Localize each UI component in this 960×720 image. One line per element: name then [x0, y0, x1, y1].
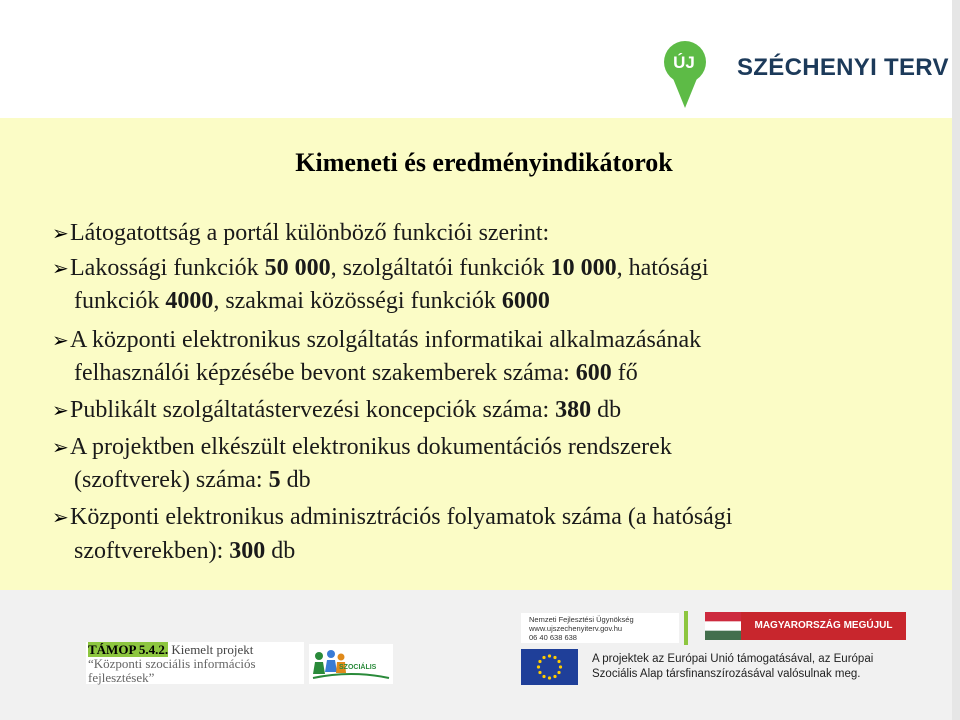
- eu-support-text: [592, 652, 910, 684]
- arrow-bullet-icon: ➢: [52, 507, 69, 529]
- szocialis-label: SZOCIÁLIS: [339, 664, 377, 671]
- tamop-quote-line2: fejlesztések”: [88, 670, 155, 685]
- indicator-value: 5: [268, 467, 281, 493]
- nfu-line1: Nemzeti Fejlesztési Ügynökség: [529, 615, 634, 624]
- bullet-item: [52, 253, 709, 284]
- text-segment: Publikált szolgáltatástervezési koncepciók száma:: [70, 397, 556, 423]
- text-segment: db: [280, 467, 311, 493]
- bullet-item: [52, 432, 672, 463]
- text-segment: db: [591, 397, 622, 423]
- nfu-logo: [521, 613, 679, 643]
- arrow-bullet-icon: ➢: [52, 437, 69, 459]
- eu-star-icon: [557, 660, 560, 663]
- eu-star-icon: [548, 654, 551, 657]
- indicator-value: 4000: [165, 288, 214, 314]
- text-segment: funkciók: [74, 288, 166, 314]
- arrow-bullet-icon: ➢: [52, 330, 69, 352]
- text-segment: szoftverekben):: [74, 538, 230, 564]
- bullet-item: [52, 395, 621, 426]
- bullet-continuation: [74, 536, 295, 566]
- text-segment: Látogatottság a portál különböző funkciói szerint:: [70, 220, 550, 246]
- logo-text: SZÉCHENYI TERV: [737, 54, 949, 81]
- magyarorszag-megujul-banner: MAGYARORSZÁG MEGÚJUL: [741, 612, 906, 640]
- eu-star-icon: [538, 660, 541, 663]
- indicator-value: 300: [229, 538, 266, 564]
- indicator-value: 600: [575, 360, 612, 386]
- eu-star-icon: [553, 656, 556, 659]
- eu-text-line2: Szociális Alap társfinanszírozásával valósulnak meg.: [592, 668, 861, 680]
- text-segment: db: [265, 538, 296, 564]
- bullet-item: [52, 218, 549, 249]
- uj-szechenyi-terv-logo: [663, 40, 949, 110]
- indicator-value: 6000: [501, 288, 550, 314]
- text-segment: (szoftverek) száma:: [74, 467, 269, 493]
- eu-star-icon: [559, 665, 562, 668]
- arrow-bullet-icon: ➢: [52, 400, 69, 422]
- eu-text-line1: A projektek az Európai Unió támogatásával, az Európai: [592, 653, 874, 665]
- text-segment: Lakossági funkciók: [70, 255, 265, 281]
- eu-star-icon: [542, 656, 545, 659]
- bullet-continuation: [74, 465, 311, 495]
- text-segment: A központi elektronikus szolgáltatás informatikai alkalmazásának: [70, 327, 702, 353]
- text-segment: Központi elektronikus adminisztrációs folyamatok száma (a hatósági: [70, 504, 733, 530]
- arrow-bullet-icon: ➢: [52, 258, 69, 280]
- text-segment: A projektben elkészült elektronikus dokumentációs rendszerek: [70, 434, 672, 460]
- tamop-label: Kiemelt projekt: [171, 642, 254, 657]
- eu-star-icon: [538, 671, 541, 674]
- arrow-bullet-icon: ➢: [52, 223, 69, 245]
- szocialis-logo: [309, 644, 393, 684]
- eu-star-icon: [542, 675, 545, 678]
- text-segment: , szakmai közösségi funkciók: [213, 288, 502, 314]
- right-edge-strip: [952, 0, 960, 720]
- eu-star-icon: [557, 671, 560, 674]
- location-pin-icon: [663, 40, 707, 110]
- eu-flag-icon: [521, 649, 578, 685]
- bullet-item: [52, 325, 701, 356]
- indicator-value: 50 000: [264, 255, 331, 281]
- eu-star-icon: [548, 676, 551, 679]
- eu-star-icon: [553, 675, 556, 678]
- nfu-accent-bar: [684, 611, 688, 645]
- nfu-line2: www.ujszechenyiterv.gov.hu: [529, 624, 623, 633]
- text-segment: felhasználói képzésébe bevont szakemberek száma:: [74, 360, 576, 386]
- eu-star-icon: [537, 665, 540, 668]
- text-segment: , hatósági: [616, 255, 709, 281]
- logo-badge-text: ÚJ: [673, 53, 695, 72]
- tamop-logo: [86, 642, 304, 684]
- bullet-item: [52, 502, 732, 533]
- bullet-continuation: [74, 358, 638, 388]
- tamop-code: TÁMOP 5.4.2.: [88, 642, 169, 657]
- slide-title: Kimeneti és eredményindikátorok: [295, 148, 673, 177]
- hungarian-flag-icon: [705, 612, 741, 640]
- indicator-value: 10 000: [550, 255, 617, 281]
- bullet-continuation: [74, 286, 550, 316]
- nfu-line3: 06 40 638 638: [529, 633, 577, 642]
- text-segment: fő: [611, 360, 638, 386]
- text-segment: , szolgáltatói funkciók: [330, 255, 551, 281]
- indicator-value: 380: [555, 397, 592, 423]
- tamop-quote-line1: “Központi szociális információs: [88, 656, 256, 671]
- content-panel: [0, 118, 952, 590]
